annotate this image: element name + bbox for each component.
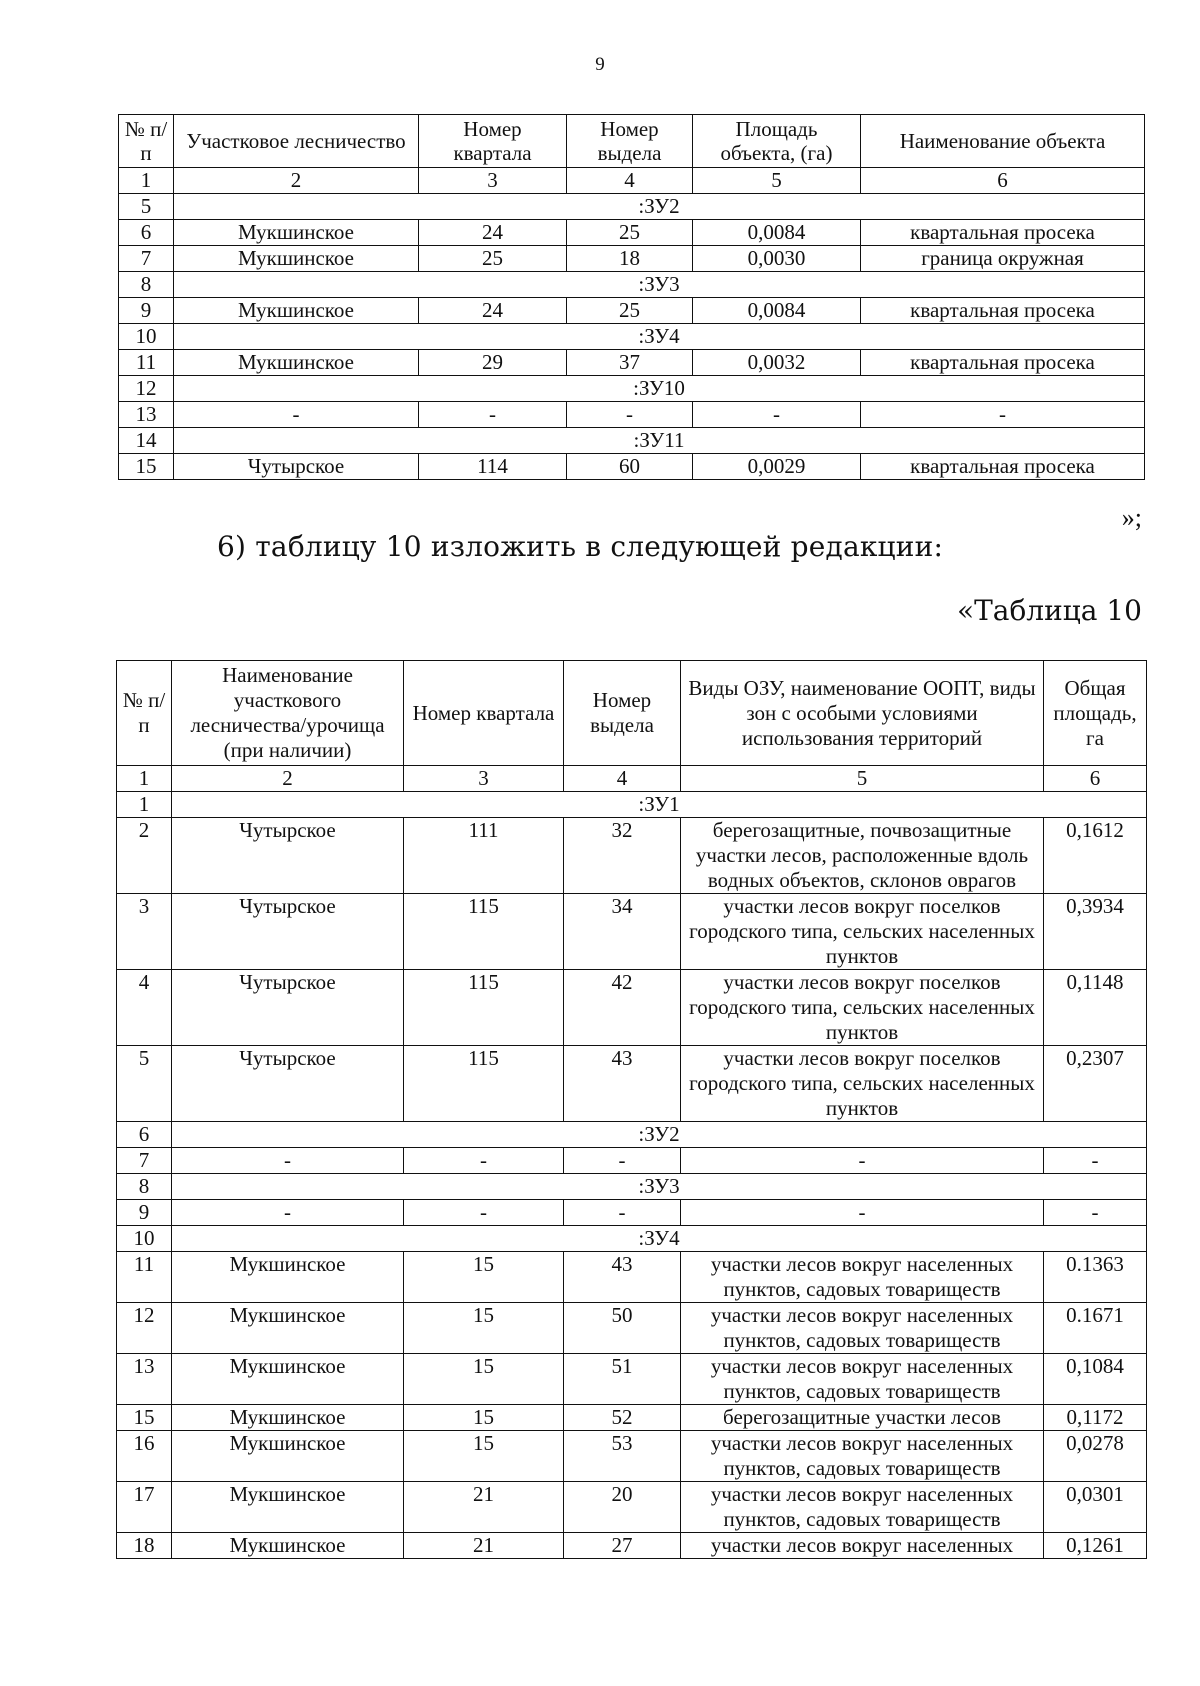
column-header: Общая площадь, га: [1044, 661, 1147, 766]
table-header-row: [119, 115, 1145, 168]
description-cell: 0,0029: [693, 454, 861, 480]
description-cell: участки лесов вокруг поселков городского типа, сельских населенных пунктов: [681, 894, 1044, 970]
quarter-cell: 15: [404, 1303, 564, 1354]
column-number: 2: [174, 168, 419, 194]
row-number: 14: [119, 428, 174, 454]
row-number: 10: [119, 324, 174, 350]
quarter-cell: 115: [404, 970, 564, 1046]
row-number: 5: [117, 1046, 172, 1122]
column-header: Участковое лесничество: [174, 115, 419, 168]
table-row: [119, 246, 1145, 272]
area-cell: 0,1148: [1044, 970, 1147, 1046]
column-number-row: [117, 766, 1147, 792]
table-row: [119, 220, 1145, 246]
allotment-cell: 27: [564, 1533, 681, 1559]
row-number: 8: [117, 1174, 172, 1200]
description-cell: 0,0030: [693, 246, 861, 272]
column-number: 4: [567, 168, 693, 194]
description-cell: участки лесов вокруг населенных пунктов, садовых товариществ: [681, 1252, 1044, 1303]
row-number: 16: [117, 1431, 172, 1482]
area-cell: 0,0278: [1044, 1431, 1147, 1482]
table-row: [117, 970, 1147, 1046]
column-number: 4: [564, 766, 681, 792]
forestry-cell: -: [172, 1200, 404, 1226]
column-header: Площадь объекта, (га): [693, 115, 861, 168]
column-header: Номер выдела: [567, 115, 693, 168]
allotment-cell: 43: [564, 1252, 681, 1303]
column-number: 3: [419, 168, 567, 194]
quarter-cell: 24: [419, 298, 567, 324]
quarter-cell: 21: [404, 1482, 564, 1533]
area-cell: -: [1044, 1148, 1147, 1174]
forestry-cell: Мукшинское: [174, 298, 419, 324]
section-row: [117, 1226, 1147, 1252]
row-number: 13: [117, 1354, 172, 1405]
quarter-cell: 15: [404, 1252, 564, 1303]
quarter-cell: 21: [404, 1533, 564, 1559]
table-row: [117, 1431, 1147, 1482]
allotment-cell: 43: [564, 1046, 681, 1122]
row-number: 7: [119, 246, 174, 272]
area-cell: 0,1172: [1044, 1405, 1147, 1431]
column-number: 5: [693, 168, 861, 194]
area-cell: 0.1363: [1044, 1252, 1147, 1303]
table-row: [117, 1148, 1147, 1174]
description-cell: участки лесов вокруг населенных пунктов, садовых товариществ: [681, 1482, 1044, 1533]
quarter-cell: 115: [404, 894, 564, 970]
table-row: [117, 1200, 1147, 1226]
description-cell: участки лесов вокруг населенных пунктов, садовых товариществ: [681, 1303, 1044, 1354]
table-row: [119, 298, 1145, 324]
section-label: :ЗУ4: [174, 324, 1145, 350]
forestry-cell: Чутырское: [172, 894, 404, 970]
forestry-cell: Мукшинское: [174, 246, 419, 272]
section-label: :ЗУ4: [172, 1226, 1147, 1252]
allotment-cell: -: [567, 402, 693, 428]
allotment-cell: 20: [564, 1482, 681, 1533]
description-cell: берегозащитные участки лесов: [681, 1405, 1044, 1431]
forestry-cell: -: [174, 402, 419, 428]
section-row: [119, 376, 1145, 402]
instruction-text: 6) таблицу 10 изложить в следующей редакции:: [217, 530, 944, 563]
table-header-row: [117, 661, 1147, 766]
section-row: [119, 324, 1145, 350]
forestry-cell: Мукшинское: [172, 1533, 404, 1559]
table-row: [117, 1303, 1147, 1354]
forestry-cell: Чутырское: [172, 818, 404, 894]
row-number: 9: [119, 298, 174, 324]
column-header: Номер выдела: [564, 661, 681, 766]
quarter-cell: 24: [419, 220, 567, 246]
column-header: № п/п: [117, 661, 172, 766]
quarter-cell: -: [419, 402, 567, 428]
table-row: [117, 1046, 1147, 1122]
allotment-cell: 52: [564, 1405, 681, 1431]
forestry-cell: Мукшинское: [172, 1431, 404, 1482]
protective-areas-table: [116, 660, 1147, 1559]
table-row: [117, 1405, 1147, 1431]
quarter-cell: 15: [404, 1354, 564, 1405]
table-row: [119, 454, 1145, 480]
allotment-cell: -: [564, 1200, 681, 1226]
allotment-cell: 25: [567, 220, 693, 246]
table-row: [117, 1533, 1147, 1559]
section-row: [117, 1174, 1147, 1200]
row-number: 6: [117, 1122, 172, 1148]
section-label: :ЗУ3: [172, 1174, 1147, 1200]
area-cell: 0,2307: [1044, 1046, 1147, 1122]
description-cell: участки лесов вокруг населенных пунктов, садовых товариществ: [681, 1431, 1044, 1482]
description-cell: участки лесов вокруг населенных пунктов, садовых товариществ: [681, 1354, 1044, 1405]
description-cell: -: [693, 402, 861, 428]
area-cell: квартальная просека: [861, 298, 1145, 324]
description-cell: -: [681, 1148, 1044, 1174]
area-cell: 0,3934: [1044, 894, 1147, 970]
forestry-cell: Чутырское: [174, 454, 419, 480]
row-number: 9: [117, 1200, 172, 1226]
column-header: Номер квартала: [419, 115, 567, 168]
section-label: :ЗУ10: [174, 376, 1145, 402]
section-row: [119, 194, 1145, 220]
row-number: 12: [117, 1303, 172, 1354]
row-number: 1: [117, 792, 172, 818]
row-number: 15: [117, 1405, 172, 1431]
description-cell: -: [681, 1200, 1044, 1226]
area-cell: граница окружная: [861, 246, 1145, 272]
section-label: :ЗУ2: [174, 194, 1145, 220]
column-number: 1: [117, 766, 172, 792]
objects-table: [118, 114, 1145, 480]
row-number: 15: [119, 454, 174, 480]
row-number: 4: [117, 970, 172, 1046]
row-number: 2: [117, 818, 172, 894]
description-cell: 0,0032: [693, 350, 861, 376]
section-label: :ЗУ1: [172, 792, 1147, 818]
table-row: [117, 894, 1147, 970]
quarter-cell: 15: [404, 1405, 564, 1431]
column-number: 6: [1044, 766, 1147, 792]
allotment-cell: 32: [564, 818, 681, 894]
row-number: 5: [119, 194, 174, 220]
row-number: 7: [117, 1148, 172, 1174]
row-number: 8: [119, 272, 174, 298]
section-label: :ЗУ11: [174, 428, 1145, 454]
row-number: 11: [119, 350, 174, 376]
table-row: [117, 1482, 1147, 1533]
forestry-cell: Мукшинское: [172, 1303, 404, 1354]
column-number: 2: [172, 766, 404, 792]
section-row: [119, 428, 1145, 454]
forestry-cell: Мукшинское: [172, 1405, 404, 1431]
allotment-cell: 42: [564, 970, 681, 1046]
quarter-cell: -: [404, 1148, 564, 1174]
quarter-cell: 114: [419, 454, 567, 480]
row-number: 13: [119, 402, 174, 428]
allotment-cell: 18: [567, 246, 693, 272]
description-cell: 0,0084: [693, 298, 861, 324]
forestry-cell: Мукшинское: [174, 350, 419, 376]
forestry-cell: Чутырское: [172, 1046, 404, 1122]
forestry-cell: Мукшинское: [172, 1252, 404, 1303]
page-number: 9: [595, 54, 605, 75]
forestry-cell: -: [172, 1148, 404, 1174]
row-number: 10: [117, 1226, 172, 1252]
table-row: [119, 402, 1145, 428]
quarter-cell: 25: [419, 246, 567, 272]
column-header: Виды ОЗУ, наименование ООПТ, виды зон с особыми условиями использования территорий: [681, 661, 1044, 766]
description-cell: участки лесов вокруг населенных: [681, 1533, 1044, 1559]
description-cell: берегозащитные, почвозащитные участки лесов, расположенные вдоль водных объектов, склонов оврагов: [681, 818, 1044, 894]
quarter-cell: 115: [404, 1046, 564, 1122]
area-cell: 0,1612: [1044, 818, 1147, 894]
allotment-cell: 25: [567, 298, 693, 324]
forestry-cell: Мукшинское: [174, 220, 419, 246]
area-cell: квартальная просека: [861, 454, 1145, 480]
row-number: 17: [117, 1482, 172, 1533]
area-cell: 0.1671: [1044, 1303, 1147, 1354]
allotment-cell: 53: [564, 1431, 681, 1482]
column-number: 3: [404, 766, 564, 792]
column-number: 5: [681, 766, 1044, 792]
forestry-cell: Мукшинское: [172, 1482, 404, 1533]
table-row: [117, 818, 1147, 894]
description-cell: 0,0084: [693, 220, 861, 246]
description-cell: участки лесов вокруг поселков городского типа, сельских населенных пунктов: [681, 970, 1044, 1046]
quarter-cell: 29: [419, 350, 567, 376]
quarter-cell: 111: [404, 818, 564, 894]
section-row: [117, 792, 1147, 818]
row-number: 18: [117, 1533, 172, 1559]
section-label: :ЗУ2: [172, 1122, 1147, 1148]
row-number: 12: [119, 376, 174, 402]
row-number: 11: [117, 1252, 172, 1303]
row-number: 6: [119, 220, 174, 246]
area-cell: 0,1084: [1044, 1354, 1147, 1405]
table-row: [117, 1252, 1147, 1303]
column-header: № п/п: [119, 115, 174, 168]
column-number-row: [119, 168, 1145, 194]
forestry-cell: Мукшинское: [172, 1354, 404, 1405]
table-row: [117, 1354, 1147, 1405]
table-row: [119, 350, 1145, 376]
allotment-cell: 37: [567, 350, 693, 376]
section-label: :ЗУ3: [174, 272, 1145, 298]
allotment-cell: -: [564, 1148, 681, 1174]
column-header: Наименование объекта: [861, 115, 1145, 168]
area-cell: 0,0301: [1044, 1482, 1147, 1533]
row-number: 3: [117, 894, 172, 970]
allotment-cell: 50: [564, 1303, 681, 1354]
area-cell: -: [1044, 1200, 1147, 1226]
forestry-cell: Чутырское: [172, 970, 404, 1046]
area-cell: -: [861, 402, 1145, 428]
area-cell: 0,1261: [1044, 1533, 1147, 1559]
allotment-cell: 34: [564, 894, 681, 970]
section-row: [119, 272, 1145, 298]
closing-quote: »;: [1121, 503, 1142, 532]
table-caption: «Таблица 10: [956, 594, 1142, 627]
quarter-cell: 15: [404, 1431, 564, 1482]
allotment-cell: 60: [567, 454, 693, 480]
quarter-cell: -: [404, 1200, 564, 1226]
column-number: 6: [861, 168, 1145, 194]
area-cell: квартальная просека: [861, 350, 1145, 376]
section-row: [117, 1122, 1147, 1148]
column-header: Наименование участкового лесничества/урочища (при наличии): [172, 661, 404, 766]
description-cell: участки лесов вокруг поселков городского типа, сельских населенных пунктов: [681, 1046, 1044, 1122]
area-cell: квартальная просека: [861, 220, 1145, 246]
column-number: 1: [119, 168, 174, 194]
allotment-cell: 51: [564, 1354, 681, 1405]
column-header: Номер квартала: [404, 661, 564, 766]
